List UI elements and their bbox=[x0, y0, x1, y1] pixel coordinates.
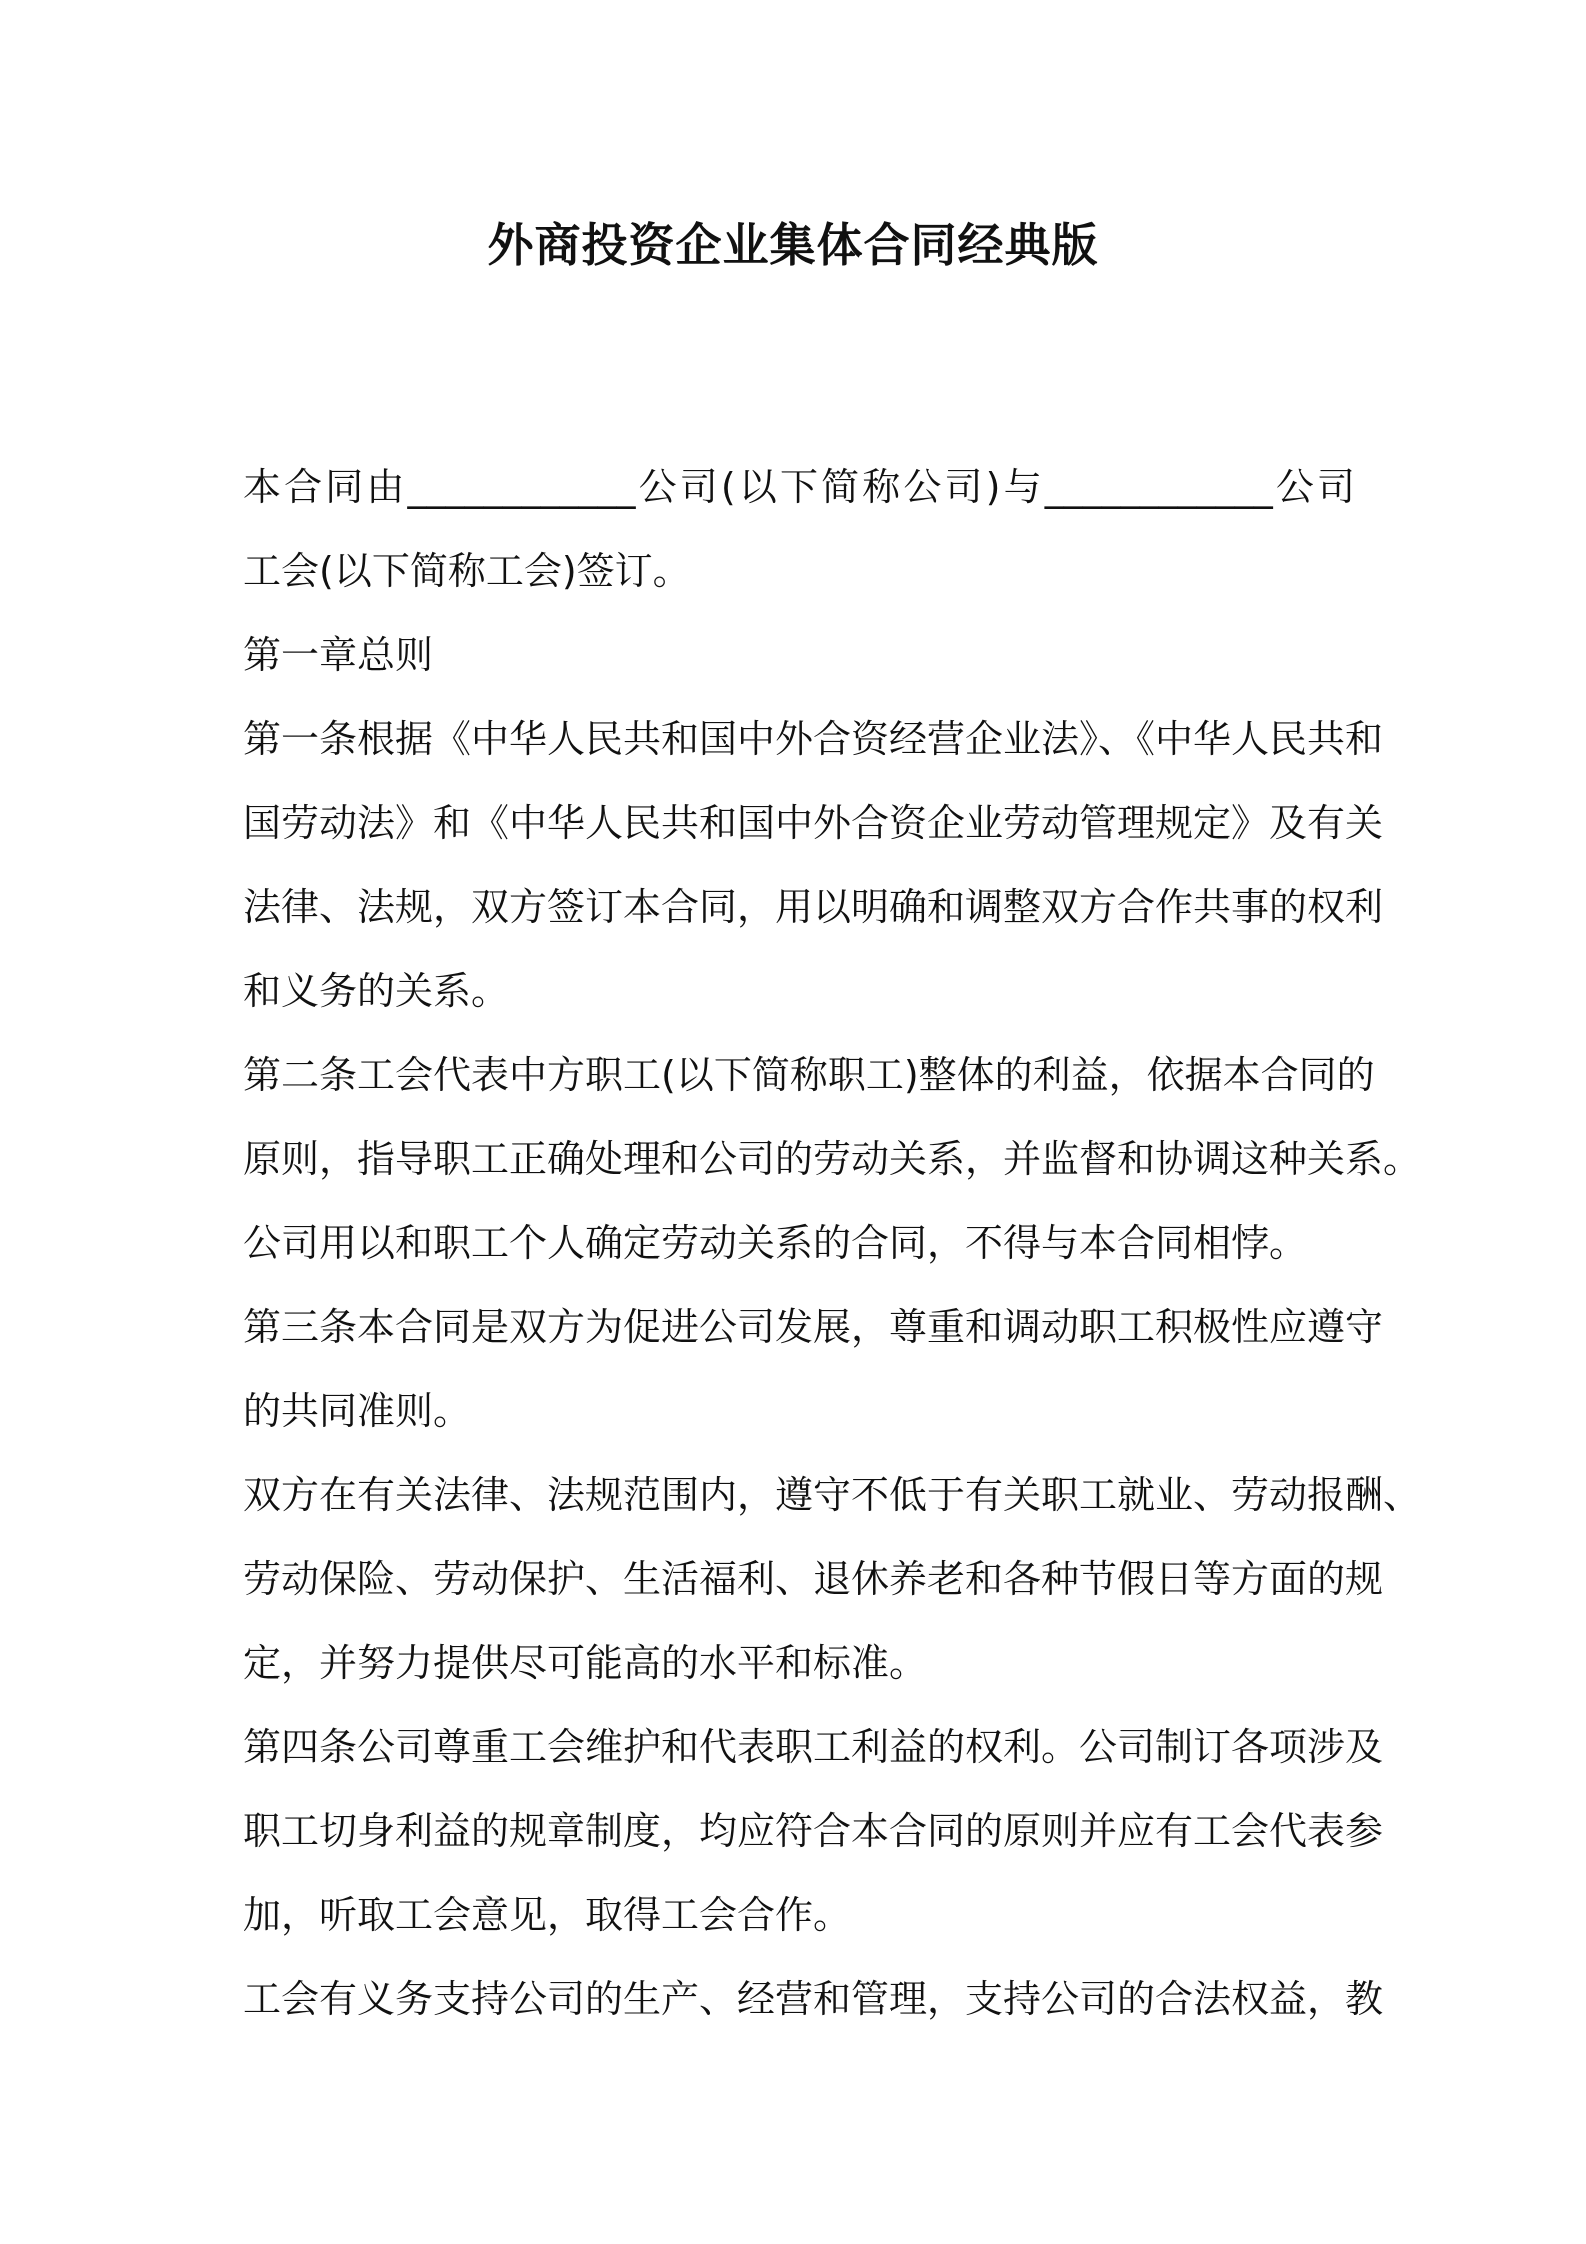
body-line: 工会有义务支持公司的生产、经营和管理，支持公司的合法权益，教 bbox=[243, 1977, 1384, 2021]
body-line: 职工切身利益的规章制度，均应符合本合同的原则并应有工会代表参 bbox=[243, 1809, 1384, 1853]
chapter-heading: 第一章总则 bbox=[243, 633, 434, 677]
body-line: 原则，指导职工正确处理和公司的劳动关系，并监督和协调这种关系。 bbox=[243, 1137, 1422, 1181]
body-line: 公司用以和职工个人确定劳动关系的合同，不得与本合同相悖。 bbox=[243, 1221, 1308, 1265]
body-line: 双方在有关法律、法规范围内，遵守不低于有关职工就业、劳动报酬、 bbox=[243, 1473, 1422, 1517]
body-line: 的共同准则。 bbox=[243, 1389, 472, 1433]
body-line: 加，听取工会意见，取得工会合作。 bbox=[243, 1893, 852, 1937]
body-line: 法律、法规，双方签订本合同，用以明确和调整双方合作共事的权利 bbox=[243, 885, 1384, 929]
body-line: 国劳动法》和《中华人民共和国中外合资企业劳动管理规定》及有关 bbox=[243, 801, 1384, 845]
document-title: 外商投资企业集体合同经典版 bbox=[487, 218, 1099, 272]
body-line: 和义务的关系。 bbox=[243, 969, 510, 1013]
body-line: 第二条工会代表中方职工(以下简称职工)整体的利益，依据本合同的 bbox=[243, 1053, 1375, 1097]
body-line: 定，并努力提供尽可能高的水平和标准。 bbox=[243, 1641, 928, 1685]
document-body bbox=[243, 445, 1422, 2041]
body-line: 工会(以下简称工会)签订。 bbox=[243, 549, 691, 593]
body-line: 第四条公司尊重工会维护和代表职工利益的权利。公司制订各项涉及 bbox=[243, 1725, 1384, 1769]
body-line: 劳动保险、劳动保护、生活福利、退休养老和各种节假日等方面的规 bbox=[243, 1557, 1384, 1601]
body-line: 本合同由____________公司(以下简称公司)与____________公司 bbox=[243, 465, 1355, 509]
body-line: 第三条本合同是双方为促进公司发展，尊重和调动职工积极性应遵守 bbox=[243, 1305, 1384, 1349]
body-line: 第一条根据《中华人民共和国中外合资经营企业法》、《中华人民共和 bbox=[243, 717, 1384, 761]
